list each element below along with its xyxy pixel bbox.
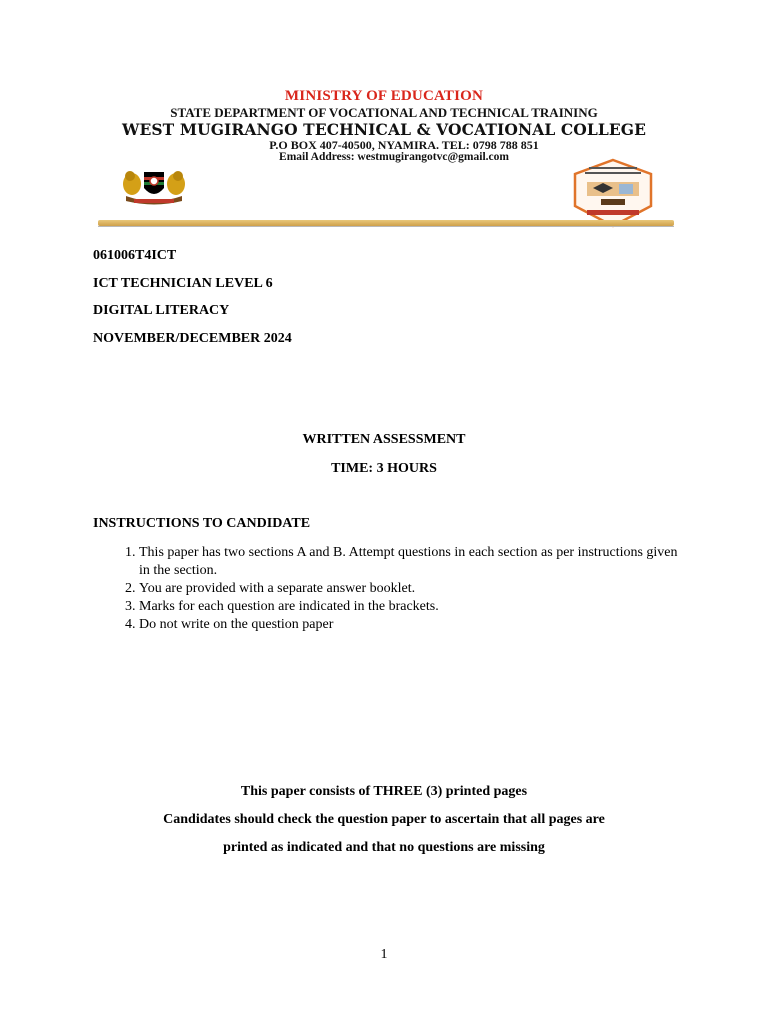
exam-code: 061006T4ICT [93, 248, 177, 263]
assessment-type: WRITTEN ASSESSMENT [302, 432, 466, 447]
college-name: WEST MUGIRANGO TECHNICAL & VOCATIONAL COLLEGE [121, 120, 647, 139]
college-email: Email Address: westmugirangotvc@gmail.com [279, 151, 509, 163]
check-note-line-1: Candidates should check the question paper to ascertain that all pages are [163, 812, 605, 827]
department-heading: STATE DEPARTMENT OF VOCATIONAL AND TECHNICAL TRAINING [170, 105, 598, 120]
instruction-item: 4. Do not write on the question paper [139, 616, 679, 634]
instructions-title: INSTRUCTIONS TO CANDIDATE [93, 516, 311, 531]
letterhead-rule-shadow [98, 226, 674, 227]
ministry-heading: MINISTRY OF EDUCATION [284, 88, 484, 104]
exam-session: NOVEMBER/DECEMBER 2024 [93, 331, 292, 346]
instruction-item: 3. Marks for each question are indicated in the brackets. [139, 598, 679, 616]
page-count-note: This paper consists of THREE (3) printed pages [240, 784, 528, 799]
coat-of-arms-icon [120, 166, 188, 206]
subject-name: DIGITAL LITERACY [93, 303, 230, 318]
college-address: P.O BOX 407-40500, NYAMIRA. TEL: 0798 788 851 [269, 138, 539, 152]
instructions-list [93, 544, 679, 634]
course-name: ICT TECHNICIAN LEVEL 6 [93, 276, 273, 291]
check-note-line-2: printed as indicated and that no questions are missing [223, 840, 545, 855]
college-logo-icon [571, 158, 655, 228]
page-number: 1 [380, 947, 388, 962]
instruction-item: 1. This paper has two sections A and B. Attempt questions in each section as per instructions given in the section. [139, 544, 679, 580]
assessment-time: TIME: 3 HOURS [331, 461, 437, 476]
letterhead [93, 83, 675, 230]
instruction-item: 2. You are provided with a separate answer booklet. [139, 580, 679, 598]
